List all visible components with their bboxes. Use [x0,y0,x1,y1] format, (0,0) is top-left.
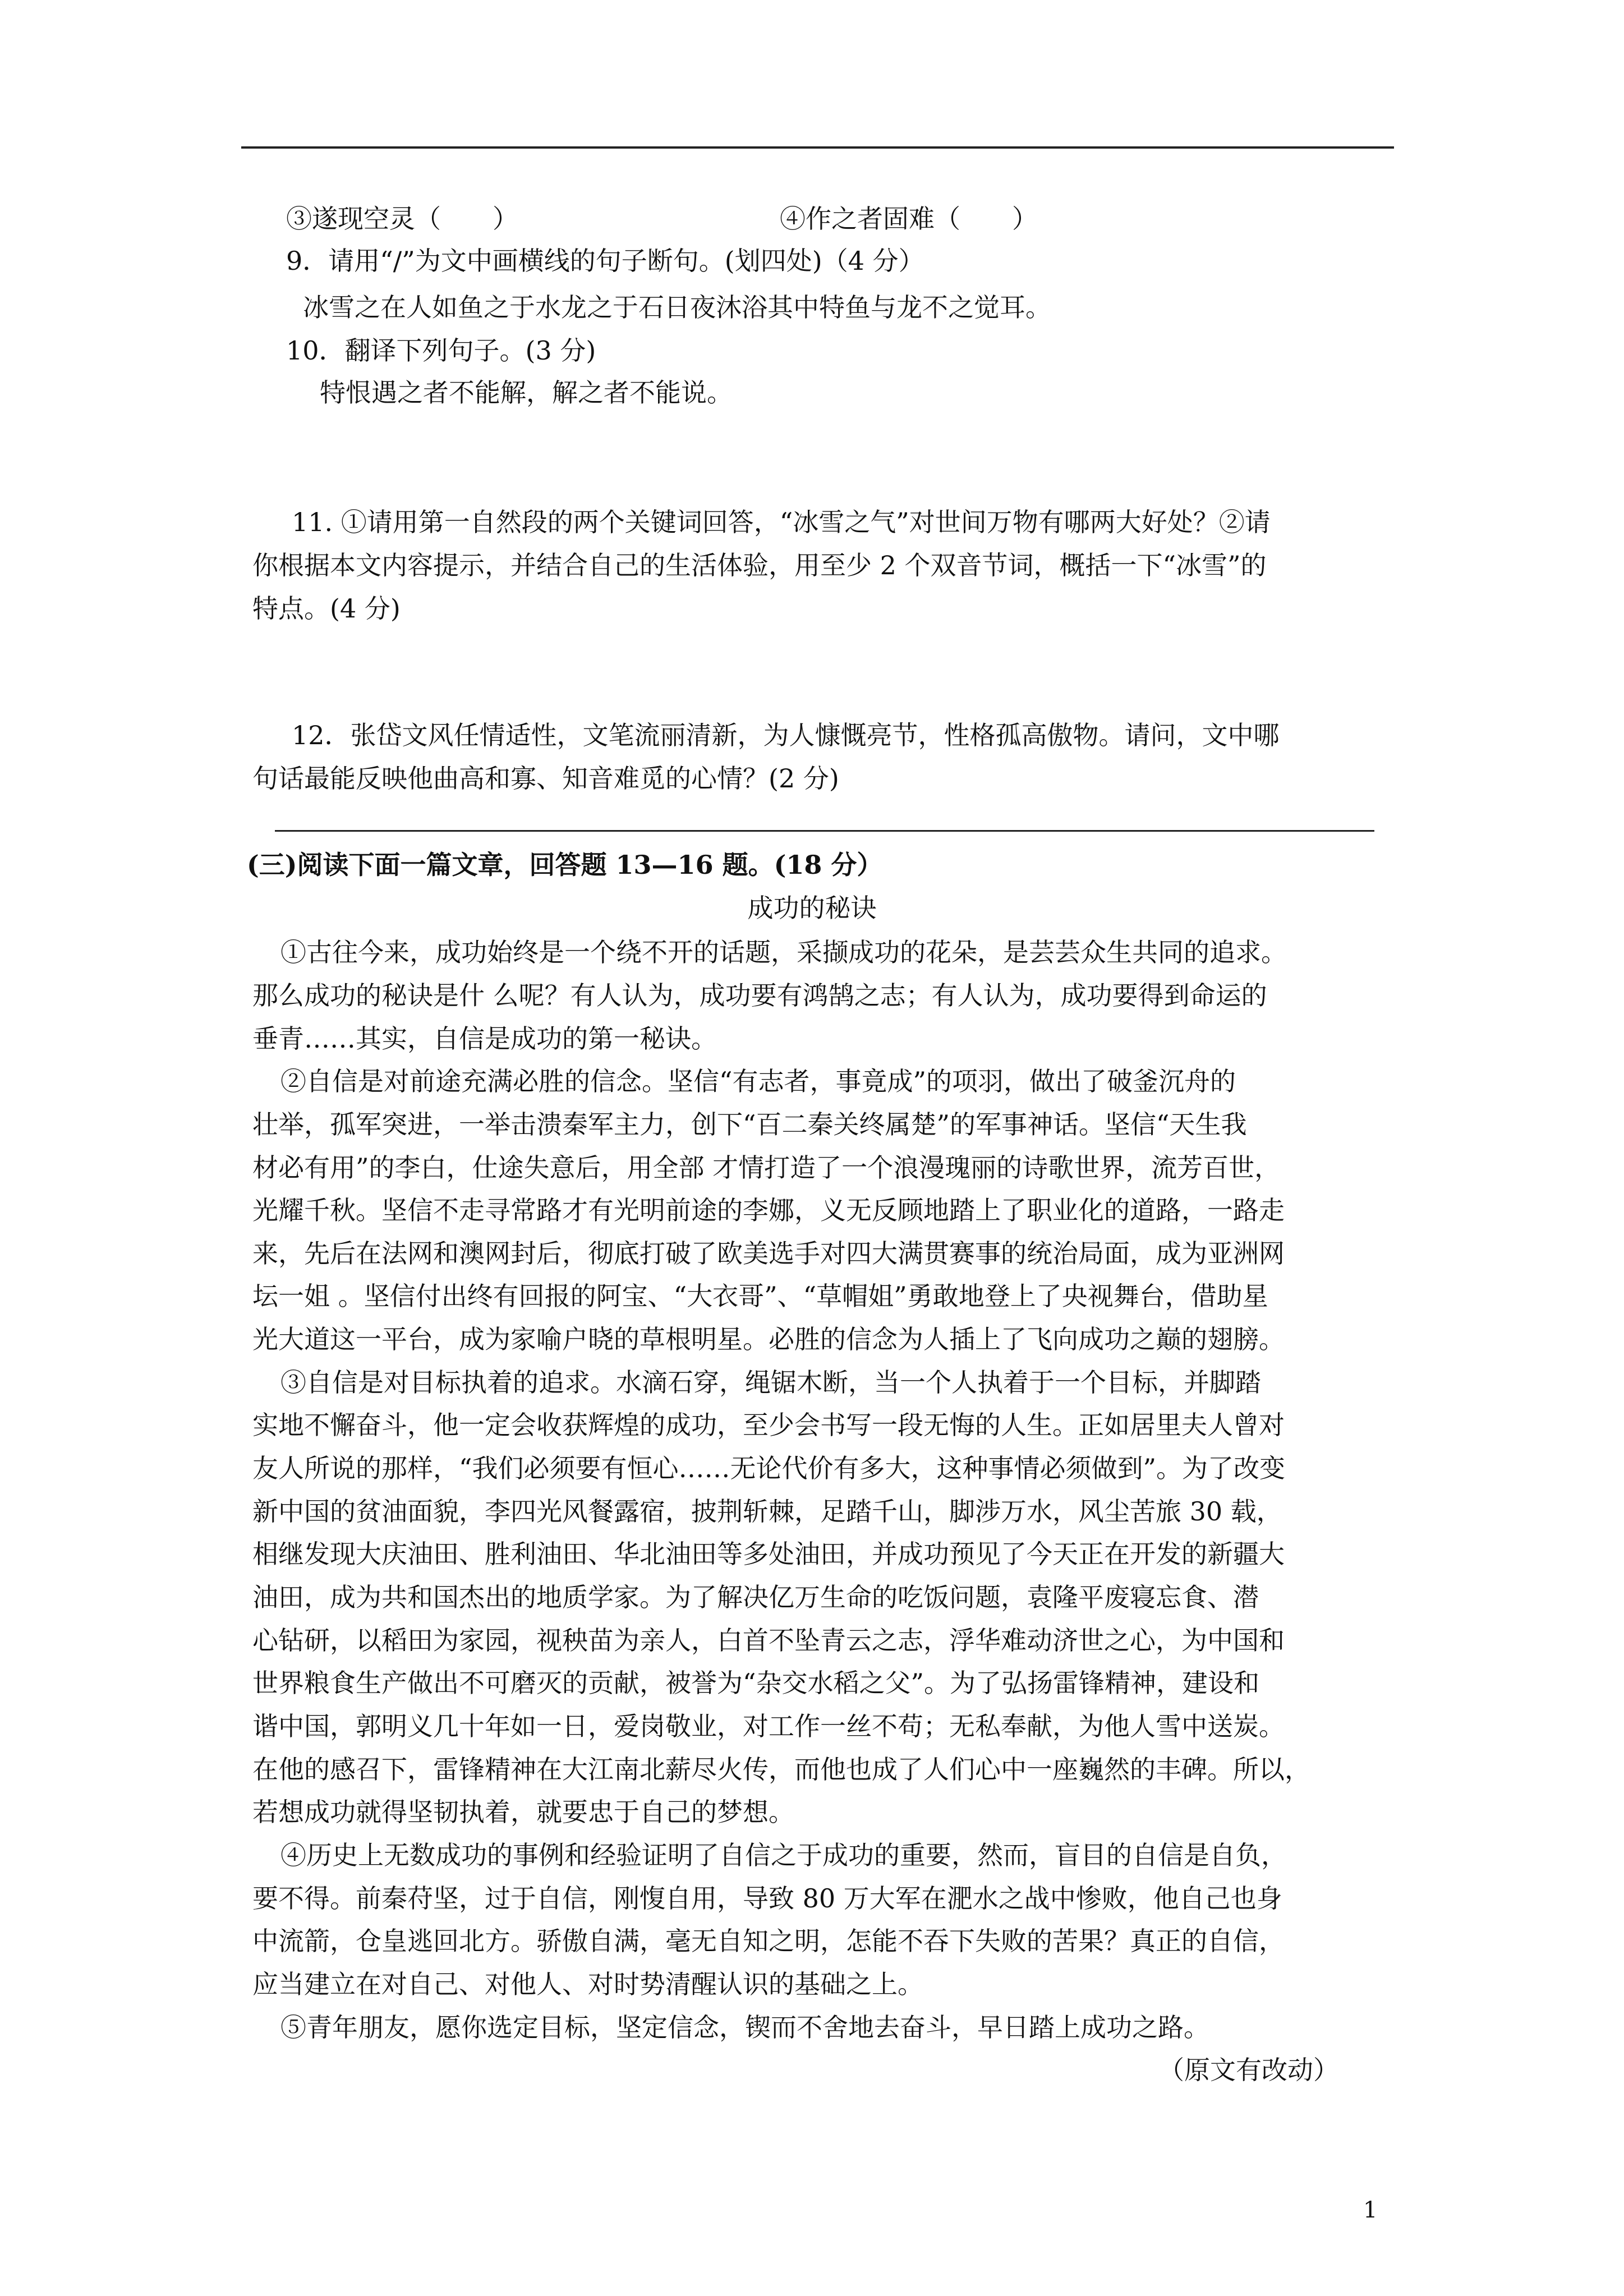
header-rule [241,146,1394,149]
p3-line-8: 世界粮食生产做出不可磨灭的贡献，被誉为“杂交水稻之父”。为了弘扬雷锋精神，建设和 [252,1668,1260,1698]
p3-line-10: 在他的感召下，雷锋精神在大江南北薪尽火传，而他也成了人们心中一座巍然的丰碑。所以， [252,1754,1310,1785]
p4-line-4: 应当建立在对自己、对他人、对时势清醒认识的基础之上。 [252,1969,923,1999]
p4-line-2: 要不得。前秦苻坚，过于自信，刚愎自用，导致 80 万大军在淝水之战中惨败，他自己也身 [252,1883,1282,1914]
p3-line-9: 谐中国，郭明义几十年如一日，爱岗敬业，对工作一丝不苟；无私奉献，为他人雪中送炭。 [252,1711,1285,1741]
p2-line-2: 壮举，孤军突进，一举击溃秦军主力，创下“百二秦关终属楚”的军事神话。坚信“天生我 [252,1109,1247,1140]
p2-line-3: 材必有用”的李白，仕途失意后，用全部 才情打造了一个浪漫瑰丽的诗歌世界，流芳百世， [252,1152,1281,1183]
article-title: 成功的秘诀 [747,893,877,923]
q11-line-2: 你根据本文内容提示，并结合自己的生活体验，用至少 2 个双音节词，概括一下“冰雪”的 [252,550,1267,580]
source-note: （原文有改动） [1158,2055,1339,2085]
q9-sentence: 冰雪之在人如鱼之于水龙之于石日夜沐浴其中特鱼与龙不之觉耳。 [303,292,1051,322]
p2-line-5: 来，先后在法网和澳网封后，彻底打破了欧美选手对四大满贯赛事的统治局面，成为亚洲网 [252,1238,1285,1269]
p1-line-2: 那么成功的秘诀是什 么呢？有人认为，成功要有鸿鹄之志；有人认为，成功要得到命运的 [252,980,1267,1011]
p3-line-11: 若想成功就得坚韧执着，就要忠于自己的梦想。 [252,1797,794,1827]
p2-line-6: 坛一姐 。坚信付出终有回报的阿宝、“大衣哥”、“草帽姐”勇敢地登上了央视舞台，借助星 [252,1281,1268,1311]
p2-line-7: 光大道这一平台，成为家喻户晓的草根明星。必胜的信念为人插上了飞向成功之巅的翅膀。 [252,1324,1285,1354]
q12-line-1: 12．张岱文风任情适性，文笔流丽清新，为人慷慨亮节，性格孤高傲物。请问，文中哪 [292,720,1280,750]
q11-line-3: 特点。(4 分) [252,593,401,624]
q10-sentence: 特恨遇之者不能解，解之者不能说。 [320,377,733,408]
q11-line-1: 11. ①请用第一自然段的两个关键词回答，“冰雪之气”对世间万物有哪两大好处？②请 [292,507,1271,537]
p3-line-7: 心钻研，以稻田为家园，视秧苗为亲人，白首不坠青云之志，浮华难动济世之心，为中国和 [252,1625,1285,1656]
section3-heading: (三)阅读下面一篇文章，回答题 13—16 题。(18 分） [247,850,883,880]
p3-line-3: 友人所说的那样，“我们必须要有恒心……无论代价有多大，这种事情必须做到”。为了改变 [252,1453,1286,1483]
p5-line-1: ⑤青年朋友，愿你选定目标，坚定信念，锲而不舍地去奋斗，早日踏上成功之路。 [280,2012,1209,2043]
p1-line-1: ①古往今来，成功始终是一个绕不开的话题，采撷成功的花朵，是芸芸众生共同的追求。 [280,937,1287,967]
p4-line-1: ④历史上无数成功的事例和经验证明了自信之于成功的重要，然而，盲目的自信是自负， [280,1840,1287,1870]
p3-line-2: 实地不懈奋斗，他一定会收获辉煌的成功，至少会书写一段无悔的人生。正如居里夫人曾对 [252,1410,1285,1440]
q9-prompt: 9．请用“/”为文中画横线的句子断句。(划四处)（4 分） [286,246,924,276]
q8-item4: ④作之者固难（ ） [780,204,1038,234]
q8-item3: ③遂现空灵（ ） [286,204,518,234]
p2-line-4: 光耀千秋。坚信不走寻常路才有光明前途的李娜，义无反顾地踏上了职业化的道路，一路走 [252,1195,1285,1225]
q12-line-2: 句话最能反映他曲高和寡、知音难觅的心情？(2 分) [252,763,839,794]
p3-line-1: ③自信是对目标执着的追求。水滴石穿，绳锯木断，当一个人执着于一个目标，并脚踏 [280,1367,1261,1398]
p3-line-5: 相继发现大庆油田、胜利油田、华北油田等多处油田，并成功预见了今天正在开发的新疆大 [252,1539,1285,1569]
p4-line-3: 中流箭，仓皇逃回北方。骄傲自满，毫无自知之明，怎能不吞下失败的苦果？真正的自信， [252,1926,1285,1956]
p1-line-3: 垂青……其实，自信是成功的第一秘诀。 [252,1023,717,1054]
section-divider [275,830,1374,832]
p2-line-1: ②自信是对前途充满必胜的信念。坚信“有志者，事竟成”的项羽，做出了破釜沉舟的 [280,1066,1236,1096]
q10-prompt: 10．翻译下列句子。(3 分) [286,335,596,366]
page-number: 1 [1363,2197,1378,2223]
p3-line-6: 油田，成为共和国杰出的地质学家。为了解决亿万生命的吃饭问题，袁隆平废寝忘食、潜 [252,1582,1259,1612]
p3-line-4: 新中国的贫油面貌，李四光风餐露宿，披荆斩棘，足踏千山，脚涉万水，风尘苦旅 30 载， [252,1496,1282,1527]
